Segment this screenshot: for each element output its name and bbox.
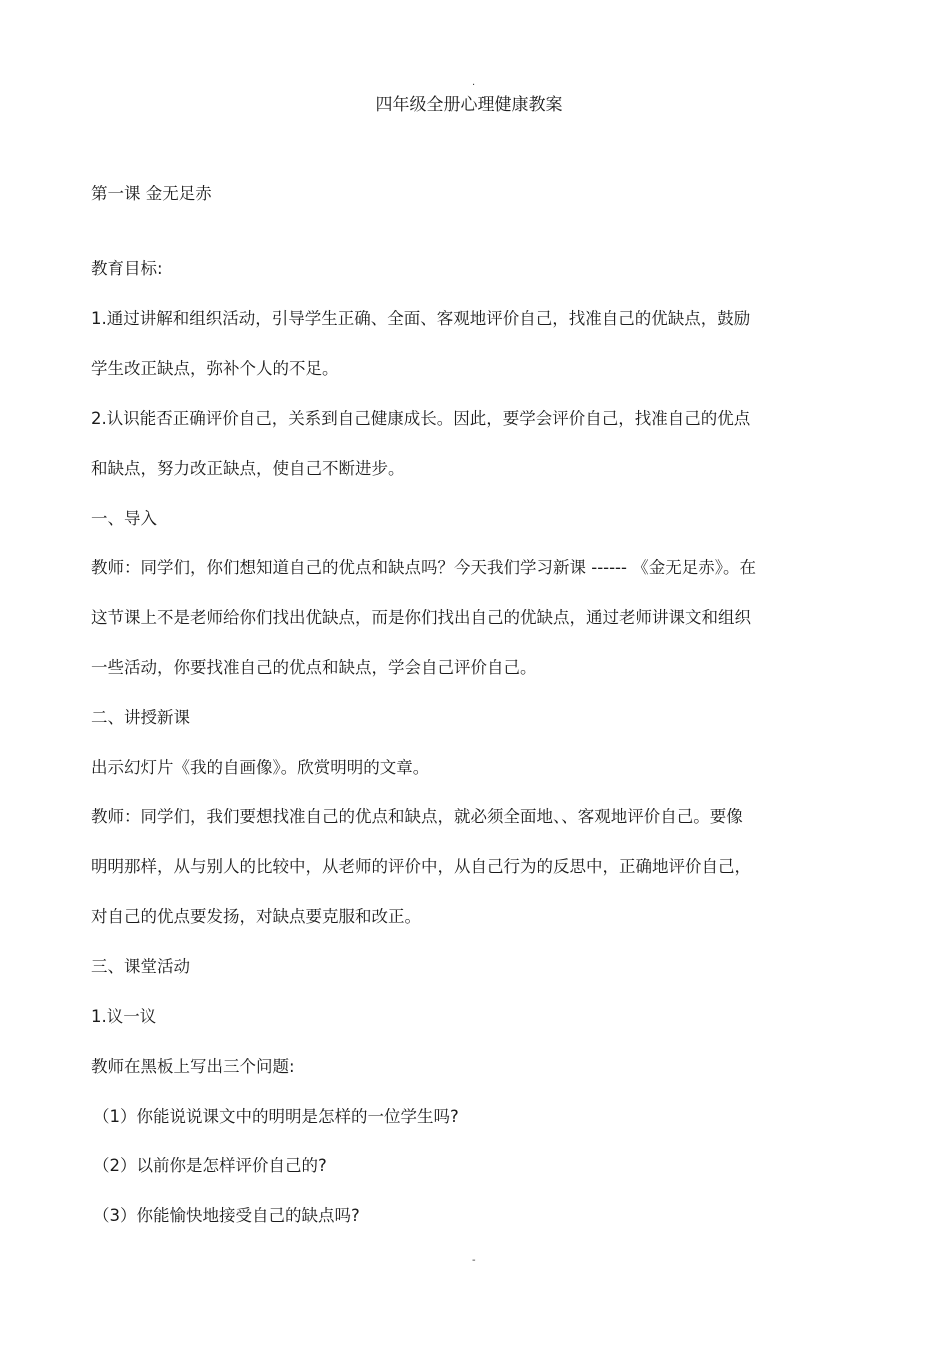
paragraph-line: 2.认识能否正确评价自己，关系到自己健康成长。因此，要学会评价自己，找准自己的优点: [91, 409, 751, 428]
document-title: 四年级全册心理健康教案: [375, 95, 563, 115]
paragraph-line: 1.通过讲解和组织活动，引导学生正确、全面、客观地评价自己，找准自己的优缺点，鼓励: [91, 309, 751, 328]
paragraph-line: 一些活动，你要找准自己的优点和缺点，学会自己评价自己。: [91, 658, 537, 677]
paragraph-line: 教师：同学们，我们要想找准自己的优点和缺点，就必须全面地、、客观地评价自己。要像: [91, 807, 743, 826]
paragraph-line: 教师：同学们，你们想知道自己的优点和缺点吗？今天我们学习新课 ------ 《金无足赤》。在: [91, 558, 756, 577]
paragraph-line: 出示幻灯片《我的自画像》。欣赏明明的文章。: [91, 758, 430, 777]
paragraph-line: 和缺点，努力改正缺点，使自己不断进步。: [91, 459, 405, 478]
page-mark-bottom: -: [472, 1255, 476, 1266]
question-item: （2）以前你是怎样评价自己的?: [93, 1156, 327, 1175]
section-heading: 二、讲授新课: [91, 708, 190, 727]
page-mark-top: .: [472, 77, 476, 88]
question-item: （1）你能说说课文中的明明是怎样的一位学生吗?: [93, 1107, 459, 1126]
section-heading: 一、导入: [91, 509, 157, 528]
lesson-heading: 第一课 金无足赤: [91, 184, 212, 203]
paragraph-line: 教育目标:: [91, 259, 163, 278]
subsection-heading: 1.议一议: [91, 1007, 157, 1026]
paragraph-line: 教师在黑板上写出三个问题:: [91, 1057, 295, 1076]
paragraph-line: 明明那样，从与别人的比较中，从老师的评价中，从自己行为的反思中，正确地评价自己，: [91, 857, 751, 876]
paragraph-line: 学生改正缺点，弥补个人的不足。: [91, 359, 339, 378]
section-heading: 三、课堂活动: [91, 957, 190, 976]
question-item: （3）你能愉快地接受自己的缺点吗?: [93, 1206, 360, 1225]
paragraph-line: 对自己的优点要发扬，对缺点要克服和改正。: [91, 907, 421, 926]
paragraph-line: 这节课上不是老师给你们找出优缺点，而是你们找出自己的优缺点，通过老师讲课文和组织: [91, 608, 751, 627]
